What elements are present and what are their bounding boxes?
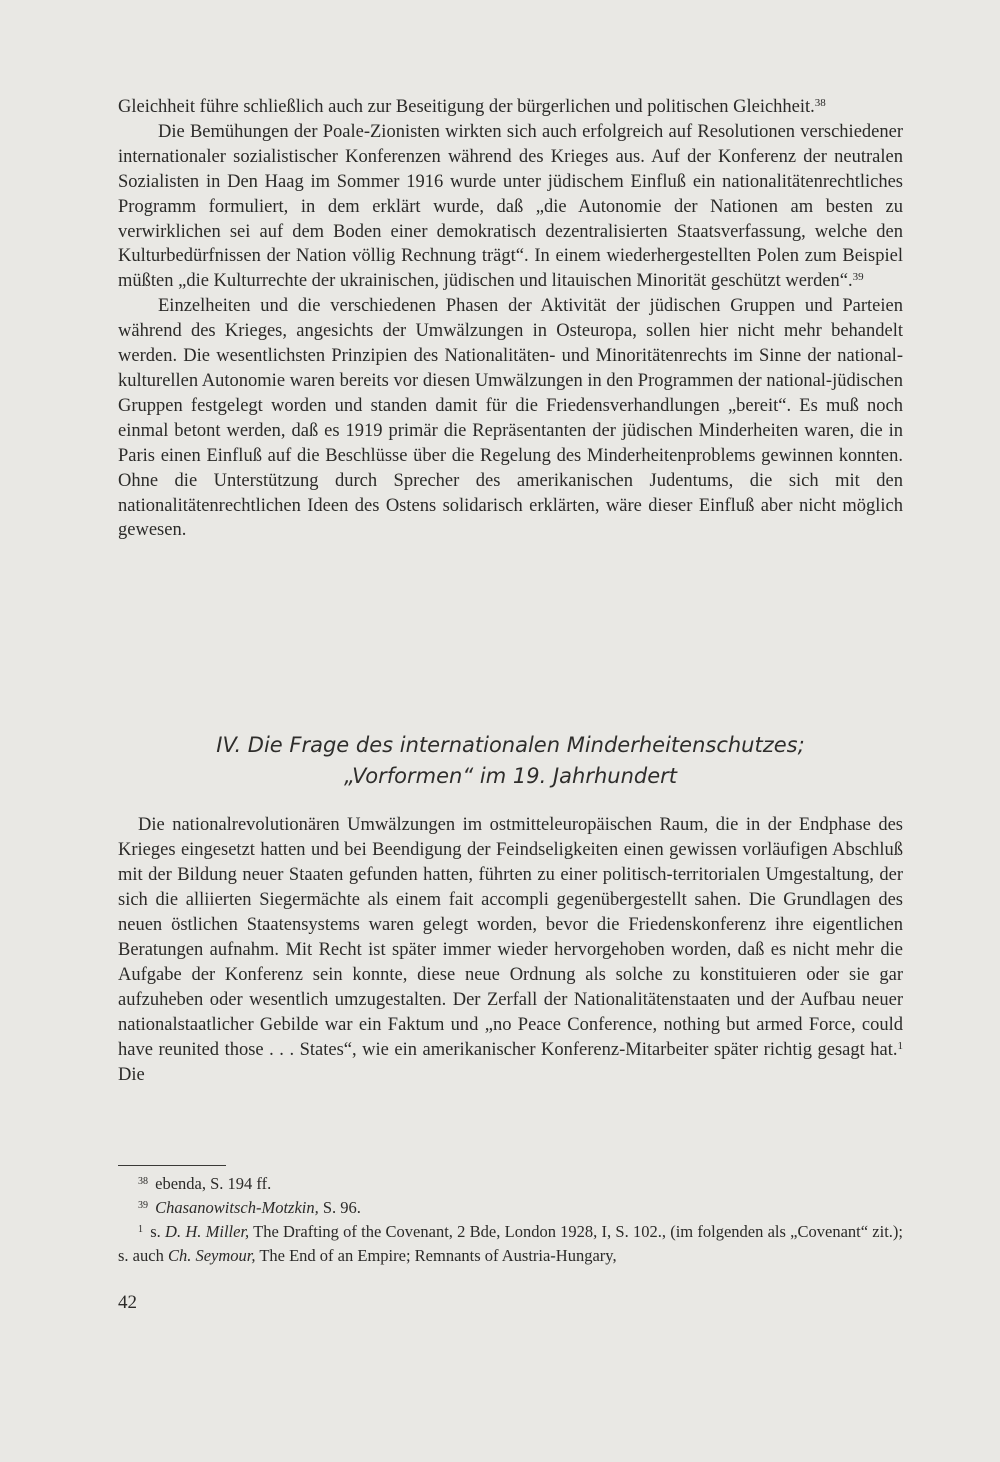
footnote-divider	[118, 1165, 226, 1166]
footnote-1-part-4: The End of an Empire; Remnants of Austria-Hungary,	[255, 1246, 617, 1265]
paragraph-1: Gleichheit führe schließlich auch zur Beseitigung der bürgerlichen und politischen Gleichheit.$^{38}$	[118, 97, 826, 117]
footnote-38-part-0: ebenda, S. 194 ff.	[155, 1174, 272, 1193]
footnote-39-part-0: Chasanowitsch-Motzkin,	[155, 1198, 319, 1217]
body-text-top	[118, 95, 903, 543]
footnote-ref-1[interactable]: 1	[897, 1040, 903, 1052]
footnote-1-part-2: The Drafting of the Covenant, 2 Bde, London 1928, I, S. 102., (im folgenden als „Covenant“ zit.); s. auch	[118, 1222, 903, 1265]
footnote-1: $^1$ s. D. H. Miller, The Drafting of the Covenant, 2 Bde, London 1928, I, S. 102., (im folgenden als „Covenant“ zit.); s. auch Ch. Seymour, The End of an Empire; Remnants of Austria-Hungary,	[118, 1222, 903, 1265]
section-heading	[118, 730, 903, 792]
paragraph-2: Die Bemühungen der Poale-Zionisten wirkten sich auch erfolgreich auf Resolutionen verschiedener internationaler sozialistischer Konferenzen während des Krieges aus. Auf der Konferenz der neutralen Sozialisten in Den Haag im Sommer 1916 wurde unter jüdischem Einfluß ein nationalitätenrechtliches Programm formuliert, in dem erklärt wurde, daß „die Autonomie der Nationen am besten zu verwirklichen sei auf dem Boden einer demokratisch dezentralisierten Staatsverfassung, welche den Kulturbedürfnissen der Nation völlig Rechnung trägt“. In einem wiederhergestellten Polen zum Beispiel müßten „die Kulturrechte der ukrainischen, jüdischen und litauischen Minorität geschützt werden“.$^{39}$	[118, 121, 903, 292]
page-number: 42	[118, 1292, 137, 1313]
paragraph-3: Einzelheiten und die verschiedenen Phasen der Aktivität der jüdischen Gruppen und Parteien während des Krieges, angesichts der Umwälzungen in Osteuropa, sollen hier nicht mehr behandelt werden. Die wesentlichsten Prinzipien des Nationalitäten- und Minoritätenrechts im Sinne der national-kulturellen Autonomie waren bereits vor diesen Umwälzungen in den Programmen der national-jüdischen Gruppen festgelegt worden und standen damit für die Friedensverhandlungen „bereit“. Es muß noch einmal betont werden, daß es 1919 primär die Repräsentanten der jüdischen Minderheiten waren, die in Paris einen Einfluß auf die Beschlüsse über die Regelung des Minderheitenproblems gewinnen konnten. Ohne die Unterstützung durch Sprecher des amerikanischen Judentums, die sich mit den nationalitätenrechtlichen Ideen des Ostens solidarisch erklärten, wäre dieser Einfluß aber nicht möglich gewesen.	[118, 296, 903, 541]
footnotes	[118, 1172, 903, 1268]
heading-line-2: „Vorformen“ im 19. Jahrhundert	[344, 764, 677, 788]
paragraph-4: Die nationalrevolutionären Umwälzungen im ostmitteleuropäischen Raum, die in der Endphase des Krieges eingesetzt hatten und bei Beendigung der Feindseligkeiten einen gewissen vorläufigen Abschluß mit der Bildung neuer Staaten gefunden hatten, führten zu einer politisch-territorialen Umgestaltung, der sich die alliierten Siegermächte als einem fait accompli gegenübergestellt sahen. Die Grundlagen des neuen östlichen Staatensystems waren gelegt worden, bevor die Friedenskonferenz ihre eigentlichen Beratungen aufnahm. Mit Recht ist später immer wieder hervorgehoben worden, daß es nicht mehr die Aufgabe der Konferenz sein konnte, diese neue Ordnung als solche zu konstituieren oder sie gar aufzuheben oder wesentlich umzugestalten. Der Zerfall der Nationalitätenstaaten und der Aufbau neuer nationalstaatlicher Gebilde war ein Faktum und „no Peace Conference, nothing but armed Force, could have reunited those . . . States“, wie ein amerikanischer Konferenz-Mitarbeiter später richtig gesagt hat.$^1$ Die	[118, 815, 903, 1085]
footnote-1-part-1: D. H. Miller,	[165, 1222, 250, 1241]
heading-line-1: IV. Die Frage des internationalen Minderheitenschutzes;	[216, 733, 805, 757]
body-text-main	[118, 813, 903, 1088]
footnote-38: $^{38}$ ebenda, S. 194 ff.	[138, 1174, 272, 1193]
footnote-1-part-0: s.	[150, 1222, 166, 1241]
footnote-39: $^{39}$ Chasanowitsch-Motzkin, S. 96.	[138, 1198, 361, 1217]
footnote-39-part-1: S. 96.	[318, 1198, 361, 1217]
footnote-1-part-3: Ch. Seymour,	[167, 1246, 256, 1265]
footnote-ref-39[interactable]: 39	[852, 271, 864, 284]
footnote-ref-38[interactable]: 38	[814, 97, 826, 109]
